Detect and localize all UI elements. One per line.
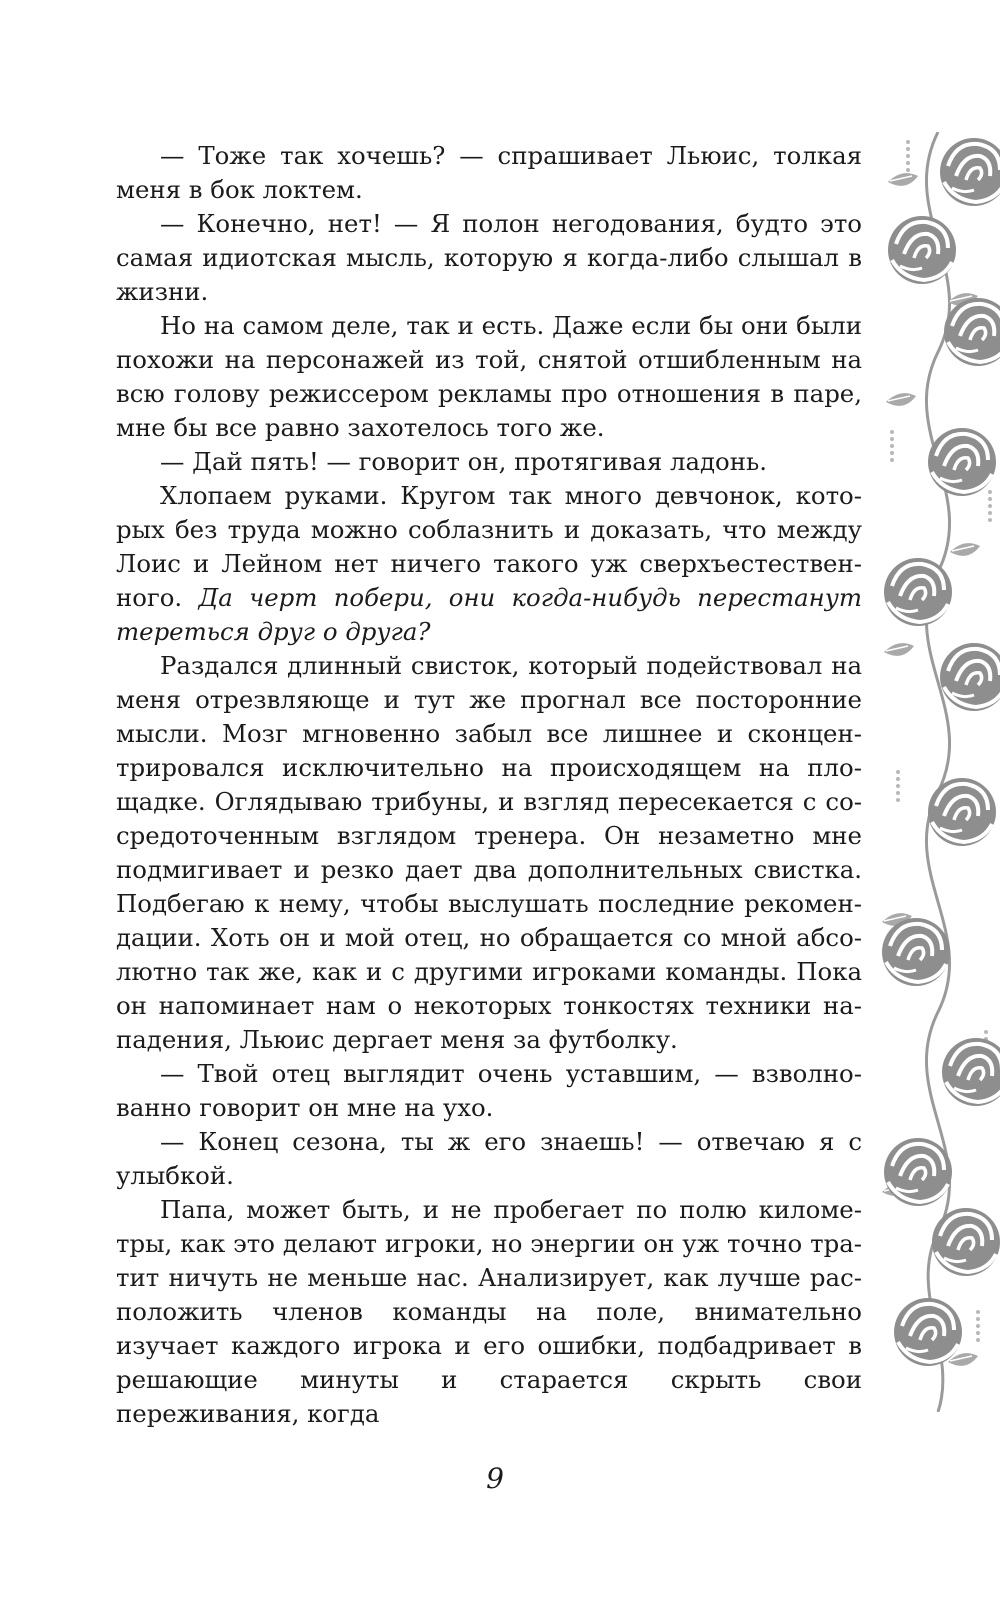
bead-string (976, 1310, 980, 1342)
rose (884, 1138, 952, 1206)
italic-thought: Да черт побери, они когда-нибудь перестанут тереться друг о друга? (116, 583, 862, 646)
paragraph-5: Хлопаем руками. Кругом так много девчонок, которых без труда можно соблазнить и доказать, что между Лоис и Лейном нет ничего такого уж сверхъестественного. Да черт побери, они когда-нибудь перестанут тереться друг о друга? (116, 481, 862, 646)
rose (944, 298, 1000, 366)
bead-string (896, 770, 900, 802)
rose (940, 138, 1000, 206)
bead-string (988, 490, 992, 522)
rose (940, 643, 1000, 711)
leaf (886, 393, 916, 406)
rose (928, 428, 996, 496)
page-number: 9 (486, 1462, 504, 1495)
rose-vine-ornament (878, 132, 1000, 1412)
rose (884, 558, 952, 626)
leaf (888, 173, 918, 186)
paragraph-4: — Дай пять! — говорит он, протягивая ладонь. (160, 447, 767, 476)
leaf (950, 543, 980, 556)
paragraph-8: — Конец сезона, ты ж его знаешь! — отвечаю я с улыбкой. (116, 1127, 862, 1190)
paragraph-2: — Конечно, нет! — Я полон негодования, будто это самая идиотская мысль, которую я когда-либо слышал в жизни. (116, 209, 862, 306)
paragraph-3: Но на самом деле, так и есть. Даже если бы они были похожи на персонажей из той, снятой отшибленным на всю голову режиссером рекламы про отношения в паре, мне бы все равно захотелось того же. (116, 311, 862, 442)
paragraph-9: Папа, может быть, и не пробегает по полю километры, как это делают игроки, но энергии он уж точно тратит ничуть не меньше нас. Анализирует, как лучше расположить членов команды на поле, внимательно изучает каждого игрока и его ошибки, подбадривает в решающие минуты и старается скрыть свои переживания, когда (116, 1195, 862, 1428)
rose (894, 1298, 962, 1366)
rose (942, 1038, 1000, 1106)
rose (928, 778, 996, 846)
rose (932, 1208, 1000, 1276)
paragraph-1: — Тоже так хочешь? — спрашивает Льюис, толкая меня в бок локтем. (116, 141, 862, 204)
leaf (884, 643, 914, 656)
body-text (116, 139, 862, 1431)
paragraph-7: — Твой отец выглядит очень уставшим, — взволнованно говорит он мне на ухо. (116, 1059, 862, 1122)
rose (888, 216, 956, 284)
paragraph-6: Раздался длинный свисток, который подействовал на меня отрезвляюще и тут же прогнал все посторонние мысли. Мозг мгновенно забыл все лишнее и сконцентрировался исключительно на происходящем на площадке. Оглядываю трибуны, и взгляд пересекается с сосредоточенным взглядом тренера. Он незаметно мне подмигивает и резко дает два дополнительных свистка. Подбегаю к нему, чтобы выслушать последние рекомендации. Хоть он и мой отец, но обращается со мной абсолютно так же, как и с другими игроками команды. Пока он напоминает нам о некоторых тонкостях техники нападения, Льюис дергает меня за футболку. (116, 651, 862, 1054)
bead-string (906, 140, 910, 172)
bead-string (890, 430, 894, 462)
rose (882, 918, 950, 986)
